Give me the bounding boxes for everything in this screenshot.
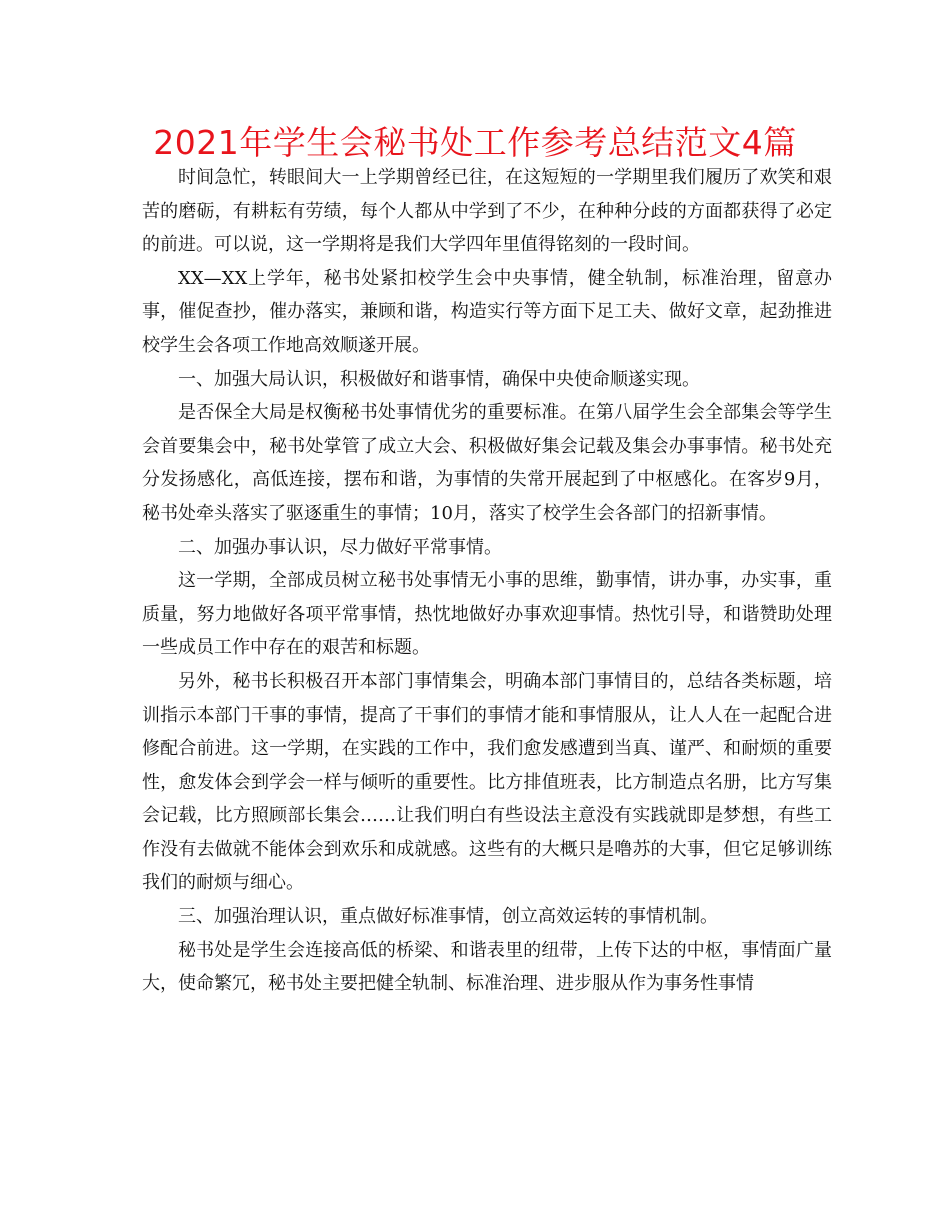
- paragraph: XX—XX上学年，秘书处紧扣校学生会中央事情，健全轨制，标准治理，留意办事，催促查抄，催办落实，兼顾和谐，构造实行等方面下足工夫、做好文章，起劲推进校学生会各项工作地高效顺遂开展。: [142, 267, 832, 356]
- paragraph: 秘书处是学生会连接高低的桥梁、和谐表里的纽带，上传下达的中枢，事情面广量大，使命繁冗，秘书处主要把健全轨制、标准治理、进步服从作为事务性事情: [142, 939, 832, 995]
- section-heading: 三、加强治理认识，重点做好标准事情，创立高效运转的事情机制。: [178, 906, 718, 928]
- paragraph: 这一学期，全部成员树立秘书处事情无小事的思维，勤事情，讲办事，办实事，重质量，努力地做好各项平常事情，热忱地做好办事欢迎事情。热忱引导，和谐赞助处理一些成员工作中存在的艰苦和标题。: [142, 570, 832, 659]
- paragraph: 另外，秘书长积极召开本部门事情集会，明确本部门事情目的，总结各类标题，培训指示本部门干事的事情，提高了干事们的事情才能和事情服从，让人人在一起配合进修配合前进。这一学期，在实践的工作中，我们愈发感遭到当真、谨严、和耐烦的重要性，愈发体会到学会一样与倾听的重要性。比方排值班表，比方制造点名册，比方写集会记载，比方照顾部长集会……让我们明白有些设法主意没有实践就即是梦想，有些工作没有去做就不能体会到欢乐和成就感。这些有的大概只是噜苏的大事，但它足够训练我们的耐烦与细心。: [142, 670, 832, 894]
- section-heading: 二、加强办事认识，尽力做好平常事情。: [178, 536, 502, 558]
- paragraph: 是否保全大局是权衡秘书处事情优劣的重要标准。在第八届学生会全部集会等学生会首要集会中，秘书处掌管了成立大会、积极做好集会记载及集会办事事情。秘书处充分发扬感化，高低连接，摆布和谐，为事情的失常开展起到了中枢感化。在客岁9月，秘书处牵头落实了驱逐重生的事情；10月，落实了校学生会各部门的招新事情。: [142, 402, 832, 524]
- paragraph: 时间急忙，转眼间大一上学期曾经已往，在这短短的一学期里我们履历了欢笑和艰苦的磨砺，有耕耘有劳绩，每个人都从中学到了不少，在种种分歧的方面都获得了必定的前进。可以说，这一学期将是我们大学四年里值得铭刻的一段时间。: [142, 167, 832, 256]
- document-title: 2021年学生会秘书处工作参考总结范文4篇: [153, 123, 797, 162]
- document-body: [142, 161, 832, 1001]
- section-heading: 一、加强大局认识，积极做好和谐事情，确保中央使命顺遂实现。: [178, 368, 700, 390]
